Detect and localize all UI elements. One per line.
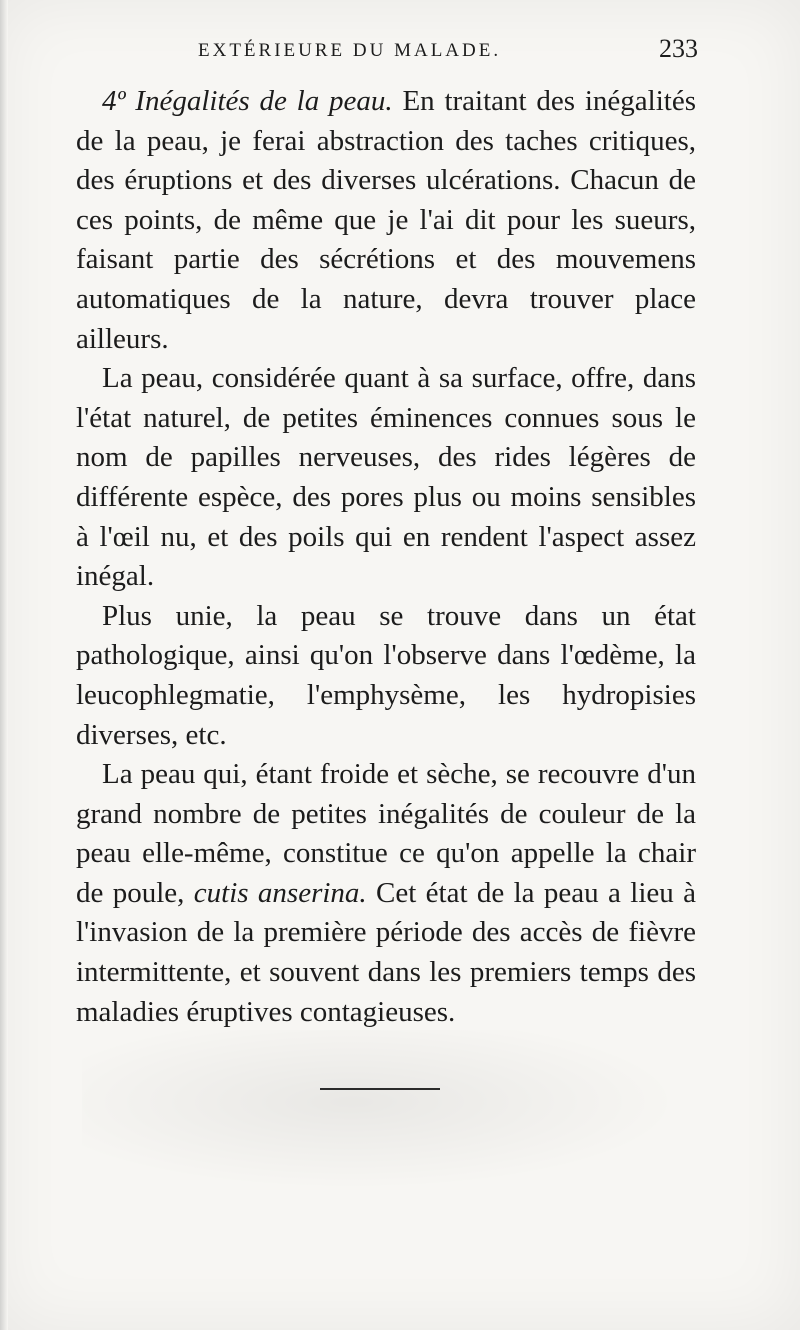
page-number: 233 [659, 34, 698, 63]
end-rule [320, 1088, 440, 1090]
paragraph-1-text: En traitant des inégalités de la peau, je ferai abstraction des taches critiques, des éruptions et des diverses ulcérations. Chacun de ces points, de même que je l'ai dit pour les sueurs, faisant partie des sécrétions et des mouvemens automatiques de la nature, devra trouver place ailleurs. [76, 85, 696, 355]
paragraph-4-text-after: Cet état de la peau a lieu à l'invasion de la première période des accès de fièvre intermittente, et souvent dans les premiers temps des maladies éruptives contagieuses. [76, 876, 696, 1028]
show-through-shadow [82, 1030, 682, 1190]
paragraph-2-text: La peau, considérée quant à sa surface, offre, dans l'état naturel, de petites éminences connues sous le nom de papilles nerveuses, des rides légères de différente espèce, des pores plus ou moins sensibles à l'œil nu, et des poils qui en rendent l'aspect assez inégal. [76, 362, 696, 593]
paragraph-inequalities [76, 82, 696, 359]
page-gutter-edge [0, 0, 8, 1330]
running-header [78, 34, 698, 74]
latin-term: cutis anserina. [193, 876, 367, 909]
section-heading: 4º Inégalités de la peau. [102, 85, 393, 117]
paragraph-goose-flesh [76, 755, 696, 1032]
body-text [76, 82, 696, 1032]
paragraph-3-text: Plus unie, la peau se trouve dans un état pathologique, ainsi qu'on l'observe dans l'œdème, la leucophlegmatie, l'emphysème, les hydropisies diverses, etc. [76, 599, 696, 751]
paragraph-pathological [76, 597, 696, 755]
running-header-title: EXTÉRIEURE DU MALADE. [198, 40, 502, 61]
paragraph-4-text-before: La peau qui, étant froide et sèche, se recouvre d'un grand nombre de petites inégalités de couleur de la peau elle-même, constitue ce qu'on appelle la chair de poule, [76, 758, 696, 909]
paragraph-surface [76, 359, 696, 597]
